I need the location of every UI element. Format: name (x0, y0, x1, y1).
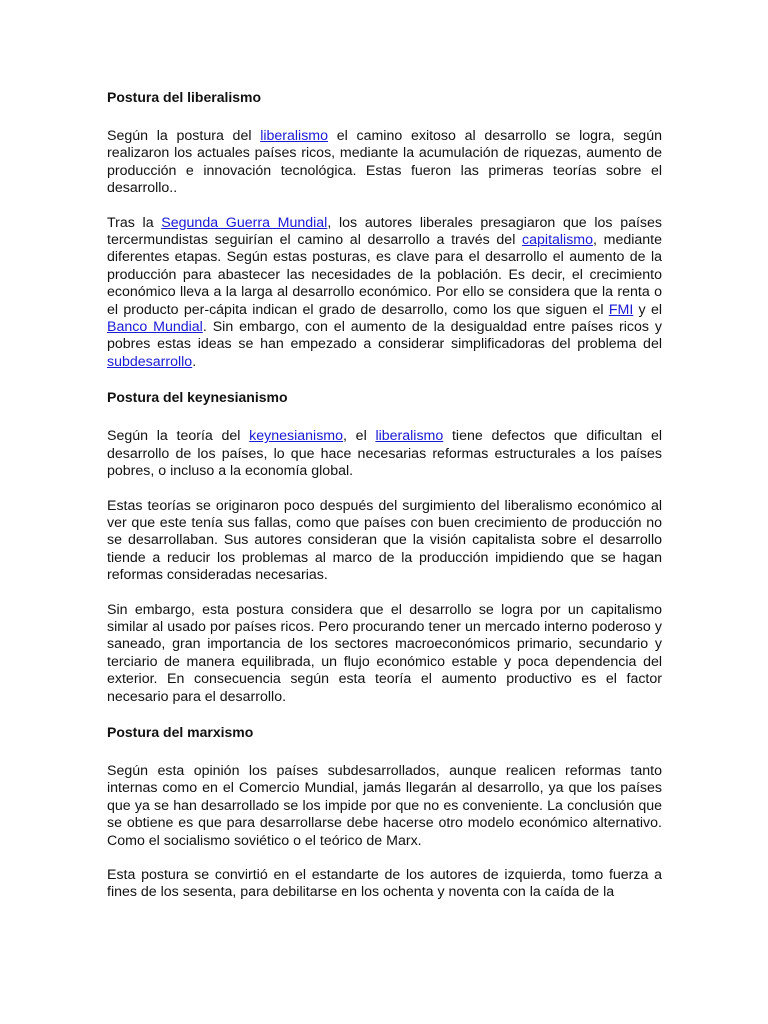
text-span: , los autores liberales presagiaron que los países tercermundistas seguirían el camino al desarrollo a través del (107, 214, 662, 249)
heading-liberalismo: Postura del liberalismo (107, 89, 262, 105)
link-banco-mundial[interactable]: Banco Mundial (107, 319, 203, 336)
paragraph-liberalismo-2 (107, 215, 662, 372)
link-fmi[interactable]: FMI (608, 301, 634, 318)
text-span: tiene defectos que dificultan el desarrollo de los países, lo que hace necesarias reformas estructurales a los países pobres, o incluso a la economía global. (107, 428, 662, 480)
paragraph-liberalismo-1 (107, 128, 662, 198)
link-liberalismo[interactable]: liberalismo (260, 128, 329, 144)
text-span: . Sin embargo, con el aumento de la desigualdad entre países ricos y pobres estas ideas se han empezado a considerar simplificadoras del problema del (107, 319, 662, 353)
text-span: , mediante diferentes etapas. Según estas posturas, es clave para el desarrollo el aumento de la producción para abastecer las necesidades de la población. Es decir, el crecimiento económico lleva a la larga al desarrollo económico. Por ello se considera que la renta o el producto per-cápita indican el grado de desarrollo, como los que siguen el (107, 232, 663, 318)
text-span: Según la teoría del (107, 428, 250, 445)
text-span: , el (343, 428, 376, 445)
paragraph-keynesianismo-1 (107, 428, 662, 480)
link-subdesarrollo[interactable]: subdesarrollo (107, 353, 193, 370)
document-page (107, 88, 662, 919)
link-capitalismo[interactable]: capitalismo (522, 232, 594, 249)
paragraph-keynesianismo-2: Estas teorías se originaron poco después del surgimiento del liberalismo económico al ver que este tenía sus fallas, como que países con buen crecimiento de producción no se desarrollaban. Sus autores consideran que la visión capitalista sobre el desarrollo tiende a reducir los problemas al marco de la producción impidiendo que se hagan reformas consideradas necesarias. (107, 497, 662, 584)
text-span: Tras la (107, 214, 162, 231)
paragraph-marxismo-2: Esta postura se convirtió en el estandarte de los autores de izquierda, tomo fuerza a fines de los sesenta, para debilitarse en los ochenta y noventa con la caída de la (107, 867, 662, 901)
text-span: . (192, 353, 197, 370)
heading-keynesianismo: Postura del keynesianismo (107, 389, 288, 406)
link-segunda-guerra-mundial[interactable]: Segunda Guerra Mundial (161, 214, 328, 231)
text-span: Según la postura del (107, 128, 261, 144)
paragraph-marxismo-1: Según esta opinión los países subdesarrollados, aunque realicen reformas tanto internas como en el Comercio Mundial, jamás llegarán al desarrollo, ya que los países que ya se han desarrollado se los impide por que no es conveniente. La conclusión que se obtiene es que para desarrollarse debe hacerse otro modelo económico alternativo. Como el socialismo soviético o el teórico de Marx. (107, 762, 662, 849)
heading-marxismo: Postura del marxismo (107, 723, 254, 740)
text-span: y el (633, 301, 662, 318)
link-keynesianismo[interactable]: keynesianismo (249, 428, 344, 445)
link-liberalismo-2[interactable]: liberalismo (375, 428, 444, 445)
paragraph-keynesianismo-3: Sin embargo, esta postura considera que el desarrollo se logra por un capitalismo similar al usado por países ricos. Pero procurando tener un mercado interno poderoso y saneado, gran importancia de los sectores macroeconómicos primario, secundario y terciario de manera equilibrada, un flujo económico estable y poca dependencia del exterior. En consecuencia según esta teoría el aumento productivo es el factor necesario para el desarrollo. (107, 601, 662, 705)
text-span: el camino exitoso al desarrollo se logra, según realizaron los actuales países ricos, mediante la acumulación de riquezas, aumento de producción e innovación tecnológica. Estas fueron las primeras teorías sobre el desarrollo.. (107, 128, 662, 197)
